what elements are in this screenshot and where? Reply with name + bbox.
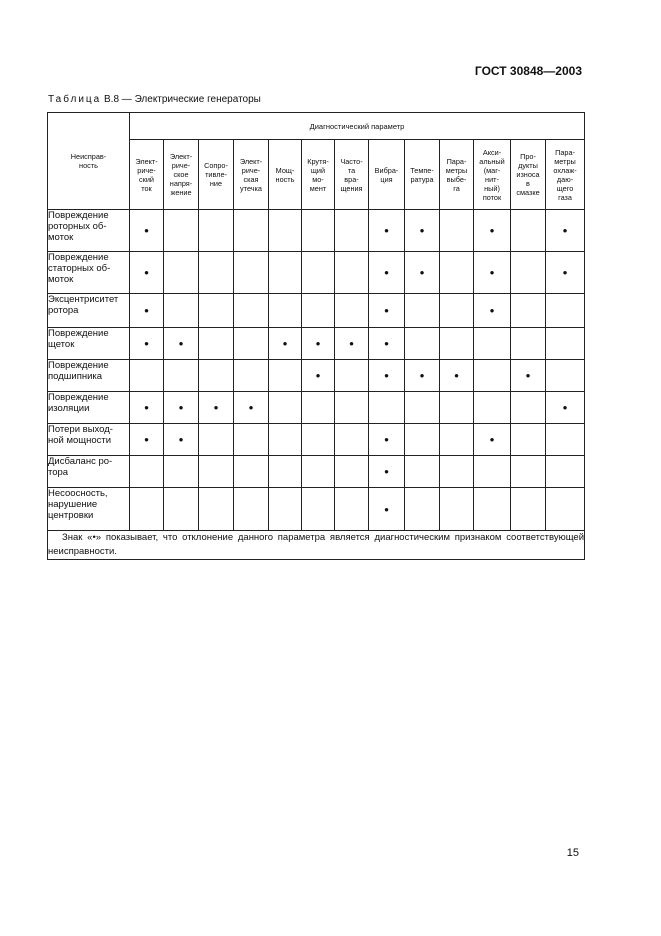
empty-cell: [335, 252, 369, 294]
empty-cell: [440, 488, 474, 531]
diagnostic-mark: •: [302, 328, 335, 360]
empty-cell: [130, 488, 164, 531]
empty-cell: [269, 210, 302, 252]
table-caption-prefix: Таблица: [48, 94, 102, 105]
diagnostic-mark: •: [164, 328, 199, 360]
diagnostic-mark: •: [369, 252, 405, 294]
standard-designation: ГОСТ 30848—2003: [474, 64, 582, 78]
fault-name: Эксцентриситет ротора: [48, 294, 130, 328]
empty-cell: [302, 210, 335, 252]
diagnostic-mark: •: [130, 424, 164, 456]
empty-cell: [335, 360, 369, 392]
table-caption-title: В.8 — Электрические генераторы: [101, 94, 261, 105]
empty-cell: [234, 456, 269, 488]
empty-cell: [130, 456, 164, 488]
table-row: [48, 360, 585, 392]
empty-cell: [269, 424, 302, 456]
diagnostic-mark: •: [130, 392, 164, 424]
empty-cell: [269, 360, 302, 392]
fault-name: Повреждение роторных об- моток: [48, 210, 130, 252]
diagnostic-mark: •: [369, 456, 405, 488]
empty-cell: [164, 294, 199, 328]
empty-cell: [234, 488, 269, 531]
diagnostic-mark: •: [511, 360, 546, 392]
empty-cell: [269, 456, 302, 488]
empty-cell: [335, 210, 369, 252]
table-note: Знак «•» показывает, что отклонение данного параметра является диагностическим признаком соответствующей неисправности.: [48, 531, 585, 560]
empty-cell: [164, 456, 199, 488]
empty-cell: [405, 456, 440, 488]
diagnostic-mark: •: [130, 328, 164, 360]
empty-cell: [199, 252, 234, 294]
diagnostic-mark: •: [474, 424, 511, 456]
column-header: Пара- метры выбе- га: [440, 140, 474, 210]
empty-cell: [474, 488, 511, 531]
empty-cell: [269, 488, 302, 531]
column-header: Часто- та вра- щения: [335, 140, 369, 210]
diagnostic-mark: •: [405, 210, 440, 252]
diagnostic-mark: •: [405, 360, 440, 392]
diagnostic-mark: •: [546, 210, 585, 252]
diagnostic-mark: •: [164, 424, 199, 456]
diagnostic-mark: •: [474, 294, 511, 328]
empty-cell: [335, 424, 369, 456]
empty-cell: [164, 488, 199, 531]
table-row: [48, 210, 585, 252]
diagnostic-mark: •: [335, 328, 369, 360]
page-number: 15: [566, 847, 579, 859]
diagnostic-mark: •: [369, 294, 405, 328]
diagnostic-mark: •: [546, 392, 585, 424]
empty-cell: [335, 392, 369, 424]
fault-name: Дисбаланс ро- тора: [48, 456, 130, 488]
empty-cell: [234, 210, 269, 252]
empty-cell: [130, 360, 164, 392]
empty-cell: [302, 294, 335, 328]
empty-cell: [546, 456, 585, 488]
empty-cell: [234, 424, 269, 456]
empty-cell: [164, 252, 199, 294]
empty-cell: [335, 456, 369, 488]
diagnostic-mark: •: [302, 360, 335, 392]
empty-cell: [546, 424, 585, 456]
diagnostic-mark: •: [405, 252, 440, 294]
diagnostic-mark: •: [474, 252, 511, 294]
fault-name: Повреждение изоляции: [48, 392, 130, 424]
empty-cell: [302, 252, 335, 294]
empty-cell: [405, 392, 440, 424]
diagnostic-mark: •: [440, 360, 474, 392]
empty-cell: [302, 488, 335, 531]
empty-cell: [405, 424, 440, 456]
empty-cell: [440, 252, 474, 294]
table-row: [48, 252, 585, 294]
diagnostic-mark: •: [369, 424, 405, 456]
empty-cell: [369, 392, 405, 424]
parameter-group-header: Диагностический параметр: [130, 113, 585, 140]
column-header: Элект- риче- ский ток: [130, 140, 164, 210]
empty-cell: [302, 456, 335, 488]
column-header: Крутя- щий мо- мент: [302, 140, 335, 210]
diagnostic-mark: •: [369, 360, 405, 392]
diagnostic-mark: •: [130, 210, 164, 252]
empty-cell: [511, 210, 546, 252]
empty-cell: [511, 392, 546, 424]
empty-cell: [474, 456, 511, 488]
diagnostic-mark: •: [369, 328, 405, 360]
empty-cell: [405, 488, 440, 531]
table-caption: [48, 94, 261, 105]
empty-cell: [234, 360, 269, 392]
empty-cell: [199, 294, 234, 328]
fault-name: Повреждение подшипника: [48, 360, 130, 392]
empty-cell: [234, 328, 269, 360]
empty-cell: [546, 488, 585, 531]
empty-cell: [511, 488, 546, 531]
fault-name: Повреждение щеток: [48, 328, 130, 360]
empty-cell: [335, 488, 369, 531]
diagnostic-mark: •: [164, 392, 199, 424]
diagnostic-mark: •: [369, 210, 405, 252]
diagnostic-mark: •: [130, 294, 164, 328]
column-header: Мощ- ность: [269, 140, 302, 210]
column-header: Темпе- ратура: [405, 140, 440, 210]
empty-cell: [269, 294, 302, 328]
empty-cell: [302, 392, 335, 424]
column-header: Элект- риче- ская утечка: [234, 140, 269, 210]
fault-column-header: Неисправ- ность: [48, 113, 130, 210]
empty-cell: [474, 392, 511, 424]
empty-cell: [234, 294, 269, 328]
empty-cell: [199, 456, 234, 488]
empty-cell: [440, 392, 474, 424]
empty-cell: [302, 424, 335, 456]
empty-cell: [199, 210, 234, 252]
table-row: [48, 456, 585, 488]
empty-cell: [511, 456, 546, 488]
fault-name: Повреждение статорных об- моток: [48, 252, 130, 294]
empty-cell: [405, 328, 440, 360]
fault-name: Несоосность, нарушение центровки: [48, 488, 130, 531]
empty-cell: [511, 328, 546, 360]
fault-name: Потери выход- ной мощности: [48, 424, 130, 456]
empty-cell: [269, 252, 302, 294]
diagnostic-mark: •: [369, 488, 405, 531]
empty-cell: [511, 294, 546, 328]
empty-cell: [474, 360, 511, 392]
table-row: [48, 328, 585, 360]
diagnostic-mark: •: [269, 328, 302, 360]
column-header: Акси- альный (маг- нит- ный) поток: [474, 140, 511, 210]
table-row: [48, 424, 585, 456]
column-header: Сопро- тивле- ние: [199, 140, 234, 210]
column-header: Про- дукты износа в смазке: [511, 140, 546, 210]
diagnostic-table: [47, 112, 585, 560]
empty-cell: [440, 210, 474, 252]
empty-cell: [474, 328, 511, 360]
empty-cell: [164, 360, 199, 392]
empty-cell: [440, 424, 474, 456]
empty-cell: [164, 210, 199, 252]
empty-cell: [199, 328, 234, 360]
empty-cell: [199, 424, 234, 456]
column-header: Вибра- ция: [369, 140, 405, 210]
diagnostic-mark: •: [130, 252, 164, 294]
empty-cell: [199, 360, 234, 392]
empty-cell: [199, 488, 234, 531]
column-header: Элект- риче- ское напря- жение: [164, 140, 199, 210]
column-header: Пара- метры охлаж- даю- щего газа: [546, 140, 585, 210]
diagnostic-mark: •: [474, 210, 511, 252]
diagnostic-mark: •: [234, 392, 269, 424]
empty-cell: [440, 294, 474, 328]
empty-cell: [546, 360, 585, 392]
empty-cell: [546, 294, 585, 328]
empty-cell: [511, 424, 546, 456]
empty-cell: [405, 294, 440, 328]
empty-cell: [546, 328, 585, 360]
table-row: [48, 294, 585, 328]
diagnostic-mark: •: [546, 252, 585, 294]
empty-cell: [440, 456, 474, 488]
table-row: [48, 488, 585, 531]
empty-cell: [440, 328, 474, 360]
empty-cell: [335, 294, 369, 328]
diagnostic-mark: •: [199, 392, 234, 424]
empty-cell: [234, 252, 269, 294]
note-row: [48, 531, 585, 560]
empty-cell: [269, 392, 302, 424]
empty-cell: [511, 252, 546, 294]
table-row: [48, 392, 585, 424]
